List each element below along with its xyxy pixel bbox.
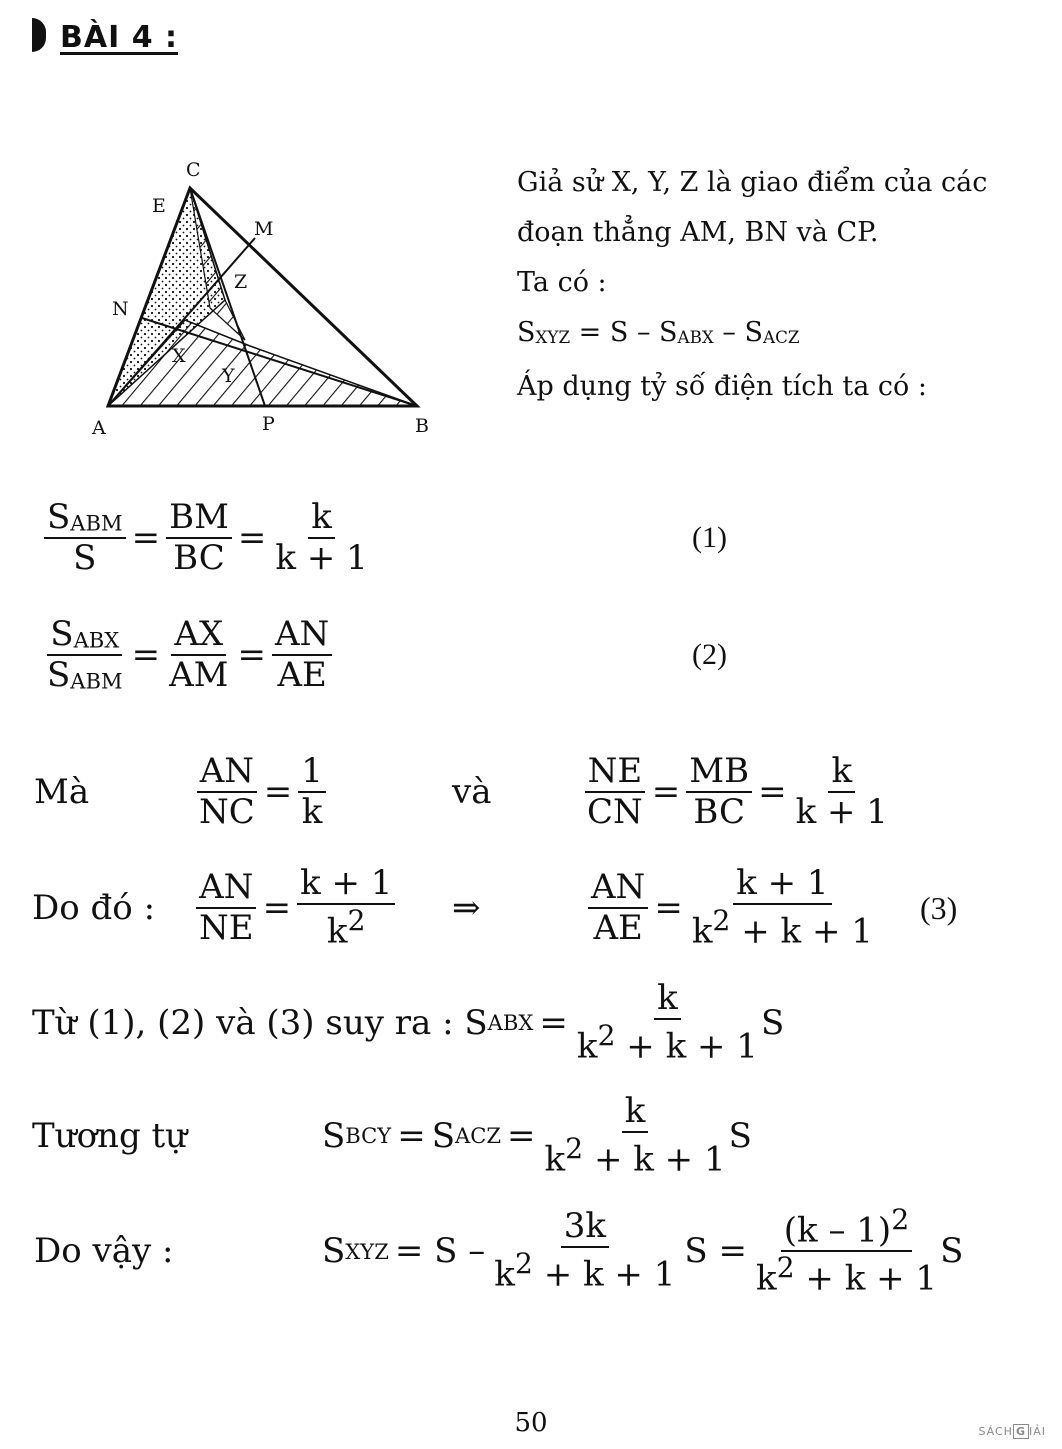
equation-5: Tương tự S BCY = S ACZ = $\frac{k}{k^2 + k + 1}$ S	[32, 1091, 752, 1180]
fraction: $\frac{(k - 1)^2}{k^2 + k + 1}$	[755, 1202, 938, 1299]
fraction: $\frac{AN}{AE}$	[588, 868, 648, 948]
equation-1: $\frac{S_{ABM}}{S}$ = $\frac{BM}{BC}$ = $\frac{k}{k + 1}$ (1)	[0, 483, 1062, 593]
lead-text: Mà	[34, 772, 90, 812]
fraction: $\frac{NE}{CN}$	[584, 752, 646, 832]
fraction: $\frac{k}{k^2 + k + 1}$	[544, 1091, 726, 1180]
triangle-figure	[80, 150, 450, 440]
fraction: $\frac{AN}{NE}$	[196, 868, 257, 948]
intro-line-2: đoạn thẳng AM, BN và CP.	[517, 217, 879, 248]
equation-label: (2)	[692, 638, 727, 671]
intro-line-3: Ta có :	[517, 267, 607, 298]
fraction: $\frac{AN}{NC}$	[196, 752, 258, 832]
label-c: C	[186, 159, 201, 181]
fraction: $\frac{k + 1}{k^2 + k + 1}$	[691, 863, 873, 952]
label-n: N	[112, 298, 129, 320]
and-text: và	[452, 772, 492, 812]
intro-line-5: Áp dụng tỷ số điện tích ta có :	[517, 371, 927, 402]
implies-arrow: ⇒	[452, 888, 481, 928]
label-m: M	[254, 218, 274, 240]
label-e: E	[152, 195, 166, 217]
equation-6: Do vậy : S XYZ = S – $\frac{3k}{k^2 + k + 1}$ S = $\frac{(k - 1)^2}{k^2 + k + 1}$ S	[34, 1202, 964, 1299]
lead-text: Do đó :	[32, 888, 156, 928]
fraction: $\frac{k}{k + 1}$	[795, 750, 888, 832]
title-marker-icon	[32, 18, 46, 52]
fraction: $\frac{MB}{BC}$	[686, 752, 752, 832]
label-z: Z	[234, 271, 248, 293]
fraction: $\frac{k + 1}{k^2}$	[297, 864, 395, 952]
intro-line-1: Giả sử X, Y, Z là giao điểm của các	[517, 167, 988, 198]
watermark: SÁCH G IẢI	[978, 1425, 1046, 1438]
equation-label: (1)	[692, 521, 727, 554]
fraction: $\frac{1}{k}$	[298, 752, 326, 832]
lead-text: Tương tự	[32, 1116, 188, 1156]
equation-4: Từ (1), (2) và (3) suy ra : S ABX = $\frac{k}{k^2 + k + 1}$ S	[32, 978, 785, 1067]
fraction: $\frac{BM}{BC}$	[166, 498, 232, 578]
lead-text: Do vậy :	[34, 1231, 174, 1271]
fraction: $\frac{AX}{AM}$	[169, 613, 229, 695]
equation-3: Do đó : $\frac{AN}{NE}$ = $\frac{k + 1}{k^2}$ ⇒ $\frac{AN}{AE}$ = $\frac{k + 1}{k^2 + k + 1}$ (3)	[32, 863, 958, 952]
equation-2: $\frac{S_{ABX}}{S_{ABM}}$ = $\frac{AX}{AM}$ = $\frac{AN}{AE}$ (2)	[0, 600, 1062, 710]
equation-label: (3)	[920, 889, 958, 926]
fraction: $\frac{k}{k + 1}$	[275, 496, 368, 578]
fraction: $\frac{k}{k^2 + k + 1}$	[576, 978, 758, 1067]
page-number: 50	[514, 1408, 548, 1438]
label-x: X	[172, 345, 186, 367]
label-p: P	[262, 413, 275, 435]
fraction: $\frac{3k}{k^2 + k + 1}$	[494, 1206, 676, 1295]
intro-text	[517, 158, 1047, 412]
label-a: A	[92, 417, 106, 439]
fraction: $\frac{S_{ABX}}{S_{ABM}}$	[47, 613, 123, 695]
equation-ma: Mà $\frac{AN}{NC}$ = $\frac{1}{k}$ và $\frac{NE}{CN}$ = $\frac{MB}{BC}$ = $\frac{k}{k + 1}$	[0, 737, 1062, 847]
label-b: B	[415, 415, 429, 437]
exercise-title-text: BÀI 4 :	[60, 20, 179, 55]
fraction: $\frac{AN}{AE}$	[272, 615, 332, 695]
label-y: Y	[222, 365, 235, 387]
exercise-title	[32, 18, 178, 55]
intro-equation: $S_{XYZ} = S - S_{ABX} - S_{ACZ}$	[517, 317, 800, 348]
fraction: $\frac{S_{ABM}}{S}$	[44, 498, 126, 578]
